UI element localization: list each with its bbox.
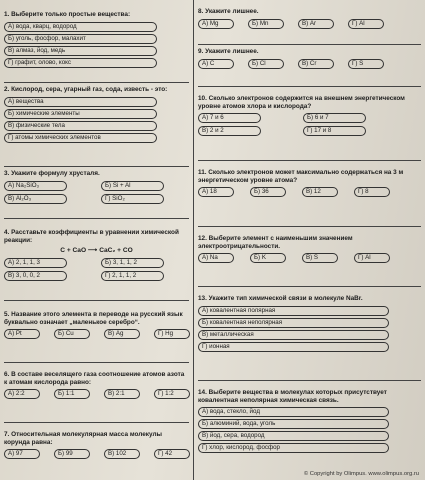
option-c[interactable]: В) Cr [298,59,334,69]
option-c[interactable]: В) алмаз, йод, медь [4,46,157,56]
question-title: 5. Название этого элемента в переводе на русский язык буквально означает „маленькое серебро“. [4,311,183,326]
question-title: 9. Укажите лишнее. [198,48,259,55]
option-d[interactable]: Г) 8 [354,187,390,197]
question-6 [4,362,189,402]
left-column [0,0,193,480]
option-a[interactable]: А) Na [198,253,234,263]
option-c[interactable]: В) металлическая [198,330,389,340]
reaction-equation: C + CaO ⟶ CaC₂ + CO [60,247,133,255]
question-title: 13. Укажите тип химической связи в молекуле NaBr. [198,295,363,302]
question-9 [198,44,421,72]
option-c[interactable]: В) S [302,253,338,263]
option-a[interactable]: А) 2:2 [4,389,40,399]
question-title: 8. Укажите лишнее. [198,8,259,15]
option-c[interactable]: В) Al₂O₃ [4,194,67,204]
option-d[interactable]: Г) ионная [198,342,389,352]
question-title: 11. Сколько электронов может максимально содержаться на 3 м энергетическом уровне атома? [198,169,404,184]
option-c[interactable]: В) 102 [104,449,140,459]
option-a[interactable]: А) вещества [4,97,157,107]
option-a[interactable]: А) 97 [4,449,40,459]
option-b[interactable]: Б) алюминий, вода, уголь [198,419,389,429]
question-title: 7. Относительная молекулярная масса молекулы корунда равна: [4,431,162,446]
option-c[interactable]: В) Ar [298,19,334,29]
option-d[interactable]: Г) 42 [154,449,190,459]
option-b[interactable]: Б) 3, 1, 1, 2 [101,258,164,268]
option-a[interactable]: А) Mg [198,19,234,29]
option-a[interactable]: А) C [198,59,234,69]
option-d[interactable]: Г) Al [348,19,384,29]
question-10 [198,86,421,139]
option-b[interactable]: Б) ковалентная неполярная [198,318,389,328]
option-d[interactable]: Г) хлор, кислород, фосфор [198,443,389,453]
option-b[interactable]: Б) Mn [248,19,284,29]
question-1 [4,8,189,70]
option-b[interactable]: Б) 6 и 7 [303,113,366,123]
option-c[interactable]: В) Ag [104,329,140,339]
option-b[interactable]: Б) Cu [54,329,90,339]
question-title: 12. Выберите элемент с наименьшим значением электроотрицательности. [198,235,353,250]
option-d[interactable]: Г) Hg [154,329,190,339]
question-title: 6. В составе веселящего газа соотношение атомов азота к атомам кислорода равно: [4,371,185,386]
option-b[interactable]: Б) K [250,253,286,263]
option-a[interactable]: А) 2, 1, 1, 3 [4,258,67,268]
option-a[interactable]: А) Pt [4,329,40,339]
option-c[interactable]: В) 2 и 2 [198,126,261,136]
copyright-footer: © Copyright by Olimpus. www.olimpus.org.ru [303,471,419,477]
option-a[interactable]: А) вода, кварц, водород [4,22,157,32]
option-b[interactable]: Б) 1:1 [54,389,90,399]
option-a[interactable]: А) 7 и 6 [198,113,261,123]
option-a[interactable]: А) ковалентная полярная [198,306,389,316]
option-d[interactable]: Г) Al [354,253,390,263]
question-title: 1. Выберите только простые вещества: [4,11,131,18]
option-d[interactable]: Г) атомы химических элементов [4,133,157,143]
option-d[interactable]: Г) S [348,59,384,69]
option-d[interactable]: Г) графит, олово, кокс [4,58,157,68]
right-column [194,0,425,480]
question-7 [4,422,189,462]
option-c[interactable]: В) физические тела [4,121,157,131]
option-d[interactable]: Г) 1:2 [154,389,190,399]
question-14 [198,380,421,455]
question-11 [198,160,421,200]
question-4 [4,218,189,284]
option-c[interactable]: В) 2:1 [104,389,140,399]
question-title: 4. Расставьте коэффициенты в уравнении химической реакции: [4,229,179,244]
question-title: 3. Укажите формулу хрусталя. [4,170,100,177]
question-13 [198,286,421,354]
option-d[interactable]: Г) 17 и 8 [303,126,366,136]
option-a[interactable]: А) Na₂SiO₃ [4,181,67,191]
option-b[interactable]: Б) химические элементы [4,109,157,119]
option-b[interactable]: Б) 99 [54,449,90,459]
question-title: 10. Сколько электронов содержится на внешнем энергетическом уровне атомов хлора и кислорода? [198,95,405,110]
option-d[interactable]: Г) 2, 1, 1, 2 [101,271,164,281]
question-3 [4,166,189,207]
option-b[interactable]: Б) Si + Al [101,181,164,191]
question-12 [198,226,421,266]
question-5 [4,300,189,342]
option-c[interactable]: В) йод, сера, водород [198,431,389,441]
option-b[interactable]: Б) Cl [248,59,284,69]
option-b[interactable]: Б) уголь, фосфор, малахит [4,34,157,44]
option-d[interactable]: Г) SiO₂ [101,194,164,204]
question-8 [198,5,421,32]
option-a[interactable]: А) 18 [198,187,234,197]
option-a[interactable]: А) вода, стекло, йод [198,407,389,417]
question-title: 14. Выберите вещества в молекулах которых присутствует ковалентная неполярная химическая связь. [198,389,387,404]
option-c[interactable]: В) 12 [302,187,338,197]
option-c[interactable]: В) 3, 0, 0, 2 [4,271,67,281]
question-title: 2. Кислород, сера, угарный газ, сода, известь - это: [4,86,168,93]
question-2 [4,82,189,145]
option-b[interactable]: Б) 36 [250,187,286,197]
